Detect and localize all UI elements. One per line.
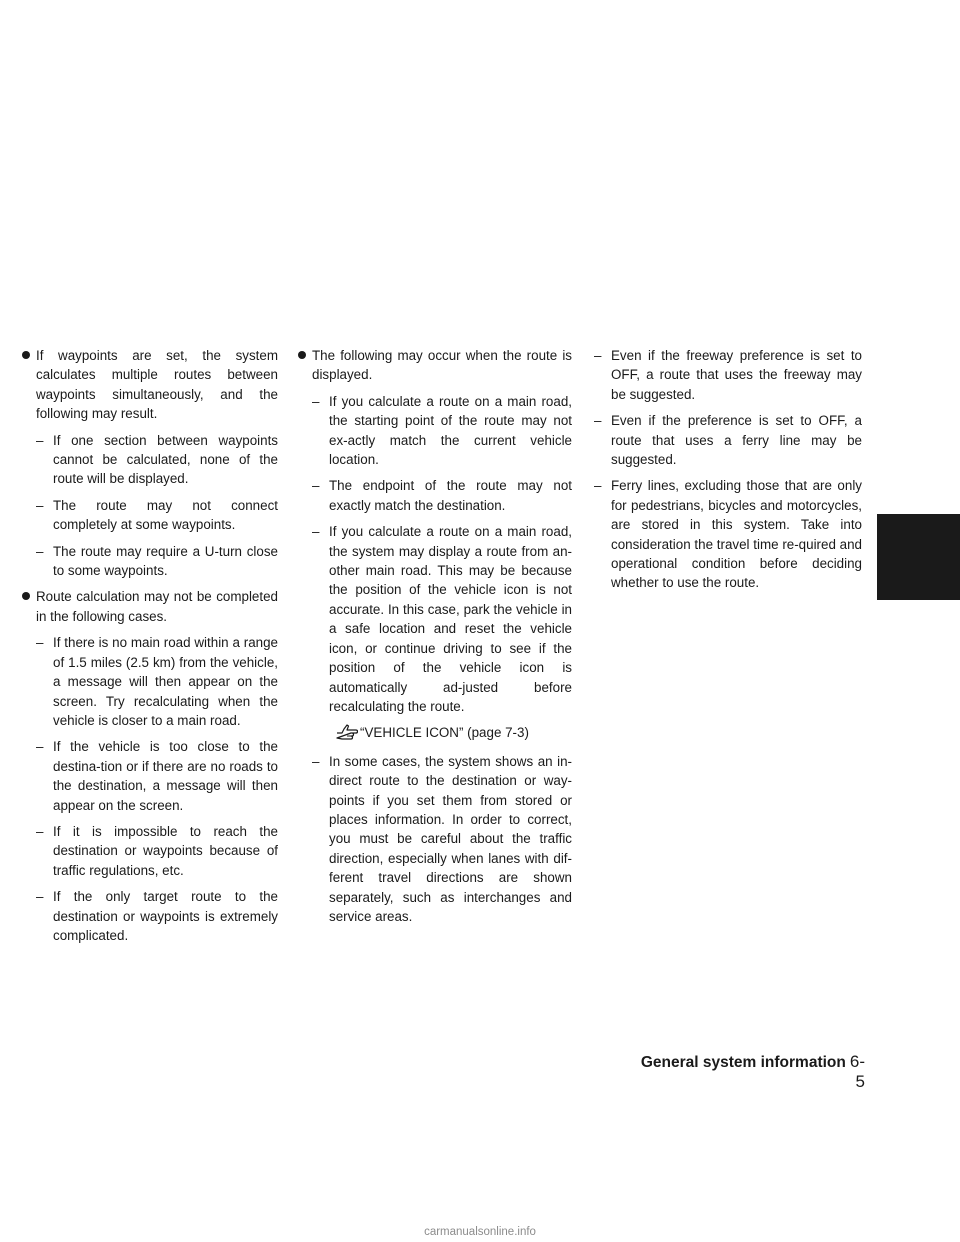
- sub-item: – The route may require a U-turn close to some waypoints.: [36, 543, 278, 579]
- sub-item: – If the vehicle is too close to the destina-tion or if there are no roads to the destination, a message will then appear on the screen.: [36, 739, 278, 813]
- sub-item: – If the only target route to the destination or waypoints is extremely complicated.: [36, 889, 278, 943]
- column-left: [22, 346, 278, 952]
- sub-item: – If it is impossible to reach the destination or waypoints because of traffic regulations, etc.: [36, 823, 278, 878]
- bullet-route-displayed: The following may occur when the route is displayed.: [298, 346, 572, 385]
- sub-item: – Even if the preference is set to OFF, a route that uses a ferry line may be suggested.: [594, 413, 862, 468]
- column-right: [594, 346, 862, 600]
- page-number: 6-5: [849, 1052, 865, 1091]
- bullet-icon: [22, 351, 30, 359]
- pointing-hand-icon: [336, 724, 358, 740]
- sub-item: – The endpoint of the route may not exactly match the destination.: [312, 478, 572, 513]
- sub-item: – Ferry lines, excluding those that are only for pedestrians, bicycles and motorcycles, are stored in this system. Take into consideration the travel time re-quired and operational condition before deciding whether to use the route.: [594, 478, 862, 591]
- sub-item: – If you calculate a route on a main road, the starting point of the route may not ex-actly match the current vehicle location.: [312, 393, 572, 468]
- bullet-route-calculation: Route calculation may not be completed in the following cases.: [22, 587, 278, 626]
- page-footer: [640, 1052, 865, 1092]
- column-middle: [298, 346, 572, 933]
- sub-item: – The route may not connect completely at some waypoints.: [36, 497, 278, 533]
- sub-item: – In some cases, the system shows an in-direct route to the destination or way-points if you set them from stored or places information. In order to correct, you must be careful about the traffic direction, especially when lanes with dif-ferent travel directions are shown separately, such as interchanges and service areas.: [312, 753, 572, 924]
- section-title: General system information: [640, 1054, 846, 1071]
- cross-reference[interactable]: [298, 723, 572, 742]
- sub-item: – If one section between waypoints cannot be calculated, none of the route will be displayed.: [36, 432, 278, 487]
- sub-item: – If there is no main road within a range of 1.5 miles (2.5 km) from the vehicle, a message will then appear on the screen. Try recalculating when the vehicle is closer to a main road.: [36, 635, 278, 728]
- bullet-waypoints: If waypoints are set, the system calculates multiple routes between waypoints simultaneously, and the following may result.: [22, 346, 278, 424]
- chapter-tab: [877, 514, 960, 600]
- watermark: carmanualsonline.info: [424, 1226, 536, 1238]
- sub-item: – If you calculate a route on a main road, the system may display a route from an-other main road. This may be because the position of the vehicle icon is not accurate. In this case, park the vehicle in a safe location and reset the vehicle icon, or continue driving to see if the position of the vehicle icon is automatically ad-justed before recalculating the route.: [312, 524, 572, 714]
- bullet-icon: [22, 592, 30, 600]
- sub-item: – Even if the freeway preference is set to OFF, a route that uses the freeway may be suggested.: [594, 348, 862, 402]
- bullet-icon: [298, 351, 306, 359]
- reference-link[interactable]: “VEHICLE ICON” (page 7-3): [360, 725, 529, 741]
